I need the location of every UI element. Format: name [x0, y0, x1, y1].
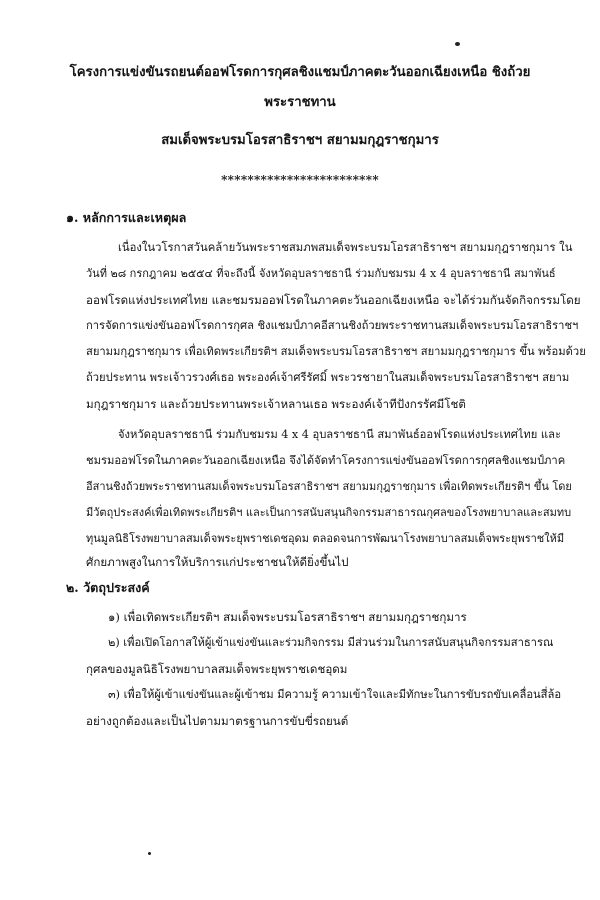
paragraph-line: ถ้วยประทาน พระเจ้าวรวงศ์เธอ พระองค์เจ้าศรีรัศมิ์ พระวรชายาในสมเด็จพระบรมโอรสาธิราชฯ สยาม — [86, 371, 570, 384]
paragraph-line: สยามมกุฎราชกุมาร เพื่อเทิดพระเกียรติฯ สมเด็จพระบรมโอรสาธิราชฯ สยามมกุฎราชกุมาร ขึ้น พร้อมด้วย — [86, 345, 586, 358]
section-heading-objectives: ๒. วัตถุประสงค์ — [66, 580, 150, 595]
paragraph-line: เนื่องในวโรกาสวันคล้ายวันพระราชสมภพสมเด็จพระบรมโอรสาธิราชฯ สยามมกุฎราชกุมาร ใน — [118, 241, 573, 254]
scan-speck — [455, 42, 460, 46]
objective-item-continuation: กุศลของมูลนิธิโรงพยาบาลสมเด็จพระยุพราชเดชอุดม — [86, 662, 348, 676]
paragraph-line: วันที่ ๒๘ กรกฎาคม ๒๕๕๔ ที่จะถึงนี้ จังหวัดอุบลราชธานี ร่วมกับชมรม 4 x 4 อุบลราชธานี สมาพันธ์ — [86, 267, 556, 280]
document-title-line-2: พระราชทาน — [264, 95, 336, 110]
paragraph-line: การจัดการแข่งขันออฟโรดการกุศล ชิงแชมป์ภาคอีสานชิงถ้วยพระราชทานสมเด็จพระบรมโอรสาธิราชฯ — [86, 319, 579, 332]
paragraph-line: มกุฎราชกุมาร และถ้วยประทานพระเจ้าหลานเธอ พระองค์เจ้าทีปังกรรัศมีโชติ — [86, 397, 466, 411]
paragraph-line: จังหวัดอุบลราชธานี ร่วมกับชมรม 4 x 4 อุบลราชธานี สมาพันธ์ออฟโรดแห่งประเทศไทย และ — [118, 428, 561, 441]
objective-item: ๓) เพื่อให้ผู้เข้าแข่งขันและผู้เข้าชม มีความรู้ ความเข้าใจและมีทักษะในการขับรถขับเคลื่อนสี่ล้อ — [108, 688, 562, 701]
paragraph-line: ทุนมูลนิธิโรงพยาบาลสมเด็จพระยุพราชเดชอุดม ตลอดจนการพัฒนาโรงพยาบาลสมเด็จพระยุพราชให้มี — [86, 532, 565, 545]
scan-speck — [148, 852, 151, 855]
paragraph-line: ศักยภาพสูงในการให้บริการแก่ประชาชนให้ดียิ่งขึ้นไป — [86, 555, 349, 569]
objective-item: ๑) เพื่อเทิดพระเกียรติฯ สมเด็จพระบรมโอรสาธิราชฯ สยามมกุฎราชกุมาร — [108, 610, 467, 624]
title-divider-asterisks: ************************ — [221, 173, 379, 187]
section-heading-principles: ๑. หลักการและเหตุผล — [66, 210, 187, 225]
paragraph-line: มีวัตถุประสงค์เพื่อเทิดพระเกียรติฯ และเป็นการสนับสนุนกิจกรรมสาธารณกุศลของโรงพยาบาลและสมทบ — [86, 506, 572, 519]
paragraph-line: อีสานชิงถ้วยพระราชทานสมเด็จพระบรมโอรสาธิราชฯ สยามมกุฎราชกุมาร เพื่อเทิดพระเกียรติฯ ขึ้น โดย — [86, 480, 572, 493]
objective-item: ๒) เพื่อเปิดโอกาสให้ผู้เข้าแข่งขันและร่วมกิจกรรม มีส่วนร่วมในการสนับสนุนกิจกรรมสาธารณ — [108, 636, 554, 649]
document-subtitle: สมเด็จพระบรมโอรสาธิราชฯ สยามมกุฎราชกุมาร — [161, 133, 439, 148]
objective-item-continuation: อย่างถูกต้องและเป็นไปตามมาตรฐานการขับขี่รถยนต์ — [86, 714, 349, 728]
paragraph-line: ออฟโรดแห่งประเทศไทย และชมรมออฟโรดในภาคตะวันออกเฉียงเหนือ จะได้ร่วมกันจัดกิจกรรมโดย — [86, 293, 581, 307]
paragraph-line: ชมรมออฟโรดในภาคตะวันออกเฉียงเหนือ จึงได้จัดทำโครงการแข่งขันออฟโรดการกุศลชิงแชมป์ภาค — [86, 454, 566, 467]
document-title-line-1: โครงการแข่งขันรถยนต์ออฟโรดการกุศลชิงแชมป์ภาคตะวันออกเฉียงเหนือ ชิงถ้วย — [69, 65, 531, 80]
